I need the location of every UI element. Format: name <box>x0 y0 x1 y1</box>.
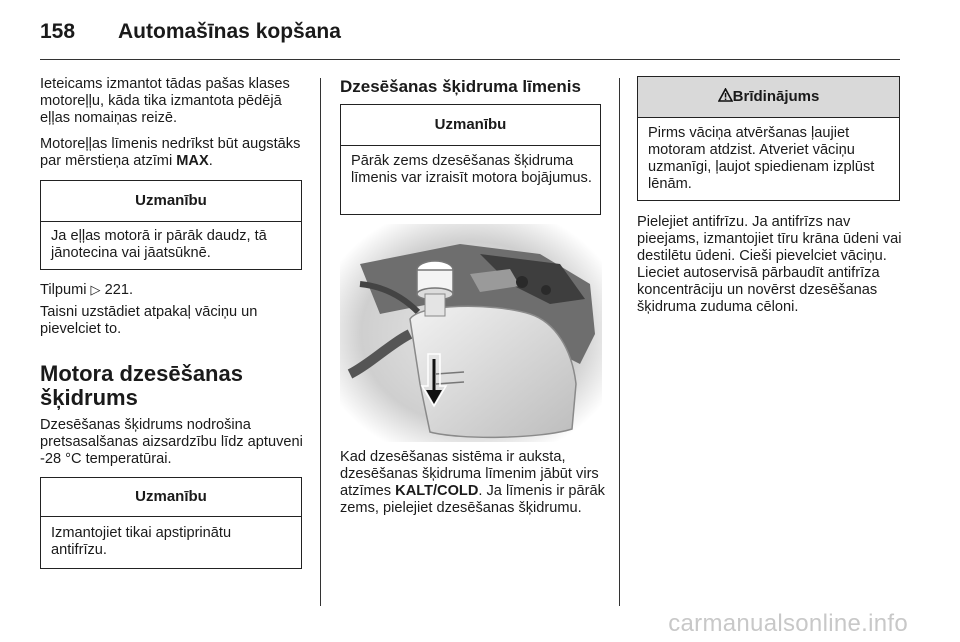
coolant-paragraph: Dzesēšanas šķidrums nodrošina pretsasalšanas aizsardzību līdz aptuveni -28 °C temperatūrai. <box>40 417 303 467</box>
notice-title: Uzmanību <box>341 105 600 146</box>
reference-text: Tilpumi <box>40 282 91 298</box>
oil-level-text: Motoreļļas līmenis nedrīkst būt augstāks par mērstieņa atzīmi <box>40 136 301 169</box>
column-divider-1 <box>320 78 321 606</box>
cold-mark: KALT/COLD <box>395 483 479 499</box>
max-mark: MAX <box>176 153 209 169</box>
column-divider-2 <box>619 78 620 606</box>
notice-body: Pārāk zems dzesēšanas šķidruma līmenis var izraisīt motora bojājumus. <box>351 153 592 186</box>
footer-watermark: carmanualsonline.info <box>668 610 908 637</box>
warning-triangle-icon <box>718 88 733 102</box>
oil-level-end: . <box>208 153 213 169</box>
warning-box <box>637 76 900 201</box>
notice-body: Izmantojiet tikai apstiprinātu antifrīzu. <box>51 525 232 558</box>
page-ref-icon: ▷ <box>90 282 101 297</box>
warning-body: Pirms vāciņa atvēršanas ļaujiet motoram atdzist. Atveriet vāciņu uzmanīgi, ļaujot spiedienam izplūst lēnām. <box>648 125 875 192</box>
coolant-level-paragraph <box>340 449 608 517</box>
refill-paragraph: Pielejiet antifrīzu. Ja antifrīzs nav pieejams, izmantojiet tīru krāna ūdeni vai destilētu ūdeni. Cieši pievelciet vāciņu. Lieciet autoservisā pārbaudīt antifrīza koncentrāciju un novērst dzesēšanas šķidruma zuduma cēloni. <box>637 214 902 315</box>
notice-title: Uzmanību <box>41 181 301 222</box>
warning-header <box>638 77 899 118</box>
header-divider <box>40 59 900 60</box>
notice-body: Ja eļļas motorā ir pārāk daudz, tā jānotecina vai jāatsūknē. <box>51 228 267 261</box>
oil-level-paragraph <box>40 136 306 170</box>
notice-box-oil <box>40 180 302 270</box>
reference-page[interactable]: 221 <box>104 282 129 298</box>
notice-box-antifreeze <box>40 477 302 569</box>
oil-type-paragraph: Ieteicams izmantot tādas pašas klases motoreļļu, kāda tika izmantota pēdējā eļļas nomaiņas reizē. <box>40 76 290 126</box>
reference-end: . <box>128 282 134 298</box>
notice-title: Uzmanību <box>41 478 301 517</box>
cap-paragraph: Taisni uzstādiet atpakaļ vāciņu un pievelciet to. <box>40 304 258 337</box>
page-number: 158 <box>40 20 76 43</box>
coolant-level-heading: Dzesēšanas šķidruma līmenis <box>340 77 581 96</box>
capacity-reference <box>40 281 306 299</box>
warning-title: Brīdinājums <box>732 88 820 105</box>
page-title: Automašīnas kopšana <box>118 20 341 43</box>
coolant-level-text: Kad dzesēšanas sistēma ir auksta, dzesēšanas šķidruma līmenim jābūt virs atzīmes <box>340 449 599 499</box>
coolant-reservoir-illustration <box>340 224 602 442</box>
notice-box-coolant <box>340 104 601 215</box>
coolant-heading: Motora dzesēšanas šķidrums <box>40 361 243 410</box>
coolant-level-end: . Ja līmenis ir pārāk zems, pielejiet dzesēšanas šķidrumu. <box>340 483 605 516</box>
